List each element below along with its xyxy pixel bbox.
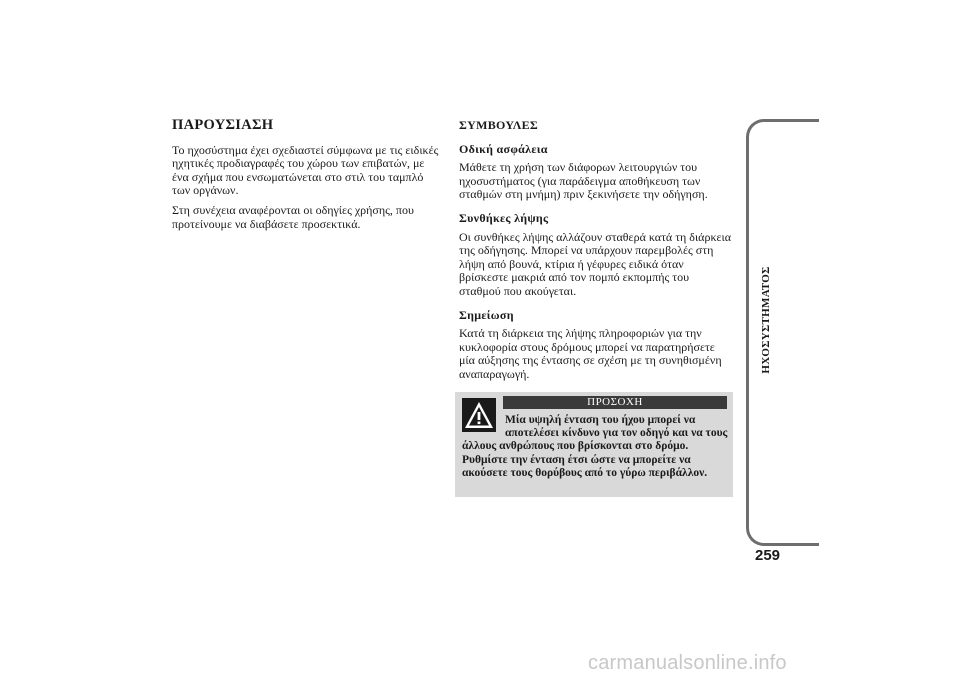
warning-box bbox=[455, 392, 733, 497]
right-column bbox=[459, 119, 733, 388]
advice-title: ΣΥΜΒΟΥΛΕΣ bbox=[459, 118, 539, 132]
note-text: Κατά τη διάρκεια της λήψης πληροφοριών για την κυκλοφορία στους δρόμους μπορεί να παρατηρήσετε μία αύξησης της έντασης σε σχέση με τη συνηθισμένη αναπαραγωγή. bbox=[459, 326, 722, 381]
warning-text: Μία υψηλή ένταση του ήχου μπορεί να αποτελέσει κίνδυνο για τον οδηγό και να τους άλλους ανθρώπους που βρίσκονται στο δρόμο. Ρυθμίστε την ένταση έτσι ώστε να μπορείτε να ακούσετε τους θορύβους από το γύρω περιβάλλον. bbox=[462, 414, 728, 479]
warning-header: ΠΡΟΣΟΧΗ bbox=[503, 396, 727, 409]
note-heading: Σημείωση bbox=[459, 307, 514, 322]
chapter-label-text: ΗΧΟΣΥΣΤΗΜΑΤΟΣ bbox=[760, 266, 772, 374]
chapter-label bbox=[754, 266, 778, 374]
intro-paragraph: Στη συνέχεια αναφέρονται οι οδηγίες χρήσης, που προτείνουμε να διαβάσετε προσεκτικά. bbox=[172, 202, 414, 231]
left-column bbox=[172, 119, 440, 237]
watermark: carmanualsonline.info bbox=[588, 652, 787, 674]
warning-text-block bbox=[462, 414, 728, 480]
page-number: 259 bbox=[755, 547, 781, 564]
intro-paragraph: Το ηχοσύστημα έχει σχεδιαστεί σύμφωνα με τις ειδικές ηχητικές προδιαγραφές του χώρου των επιβατών, με ένα σχήμα που ενσωματώνεται στο στιλ του ταμπλό των οργάνων. bbox=[172, 142, 439, 198]
road-safety-text: Μάθετε τη χρήση των διάφορων λειτουργιών του ηχοσυστήματος (για παράδειγμα αποθήκευση των σταθμών στη μνήμη) πριν ξεκινήσετε την οδήγηση. bbox=[459, 160, 708, 202]
reception-text: Οι συνθήκες λήψης αλλάζουν σταθερά κατά τη διάρκεια της οδήγησης. Μπορεί να υπάρχουν παρεμβολές στη λήψη από βουνά, κτίρια ή γέφυρες ειδικά όταν βρίσκεστε μακριά από τον πομπό εκπομπής του σταθμού που ακούγεται. bbox=[459, 229, 732, 298]
reception-heading: Συνθήκες λήψης bbox=[459, 210, 549, 225]
road-safety-heading: Οδική ασφάλεια bbox=[459, 141, 548, 156]
section-title: ΠΑΡΟΥΣΙΑΣΗ bbox=[172, 117, 274, 133]
